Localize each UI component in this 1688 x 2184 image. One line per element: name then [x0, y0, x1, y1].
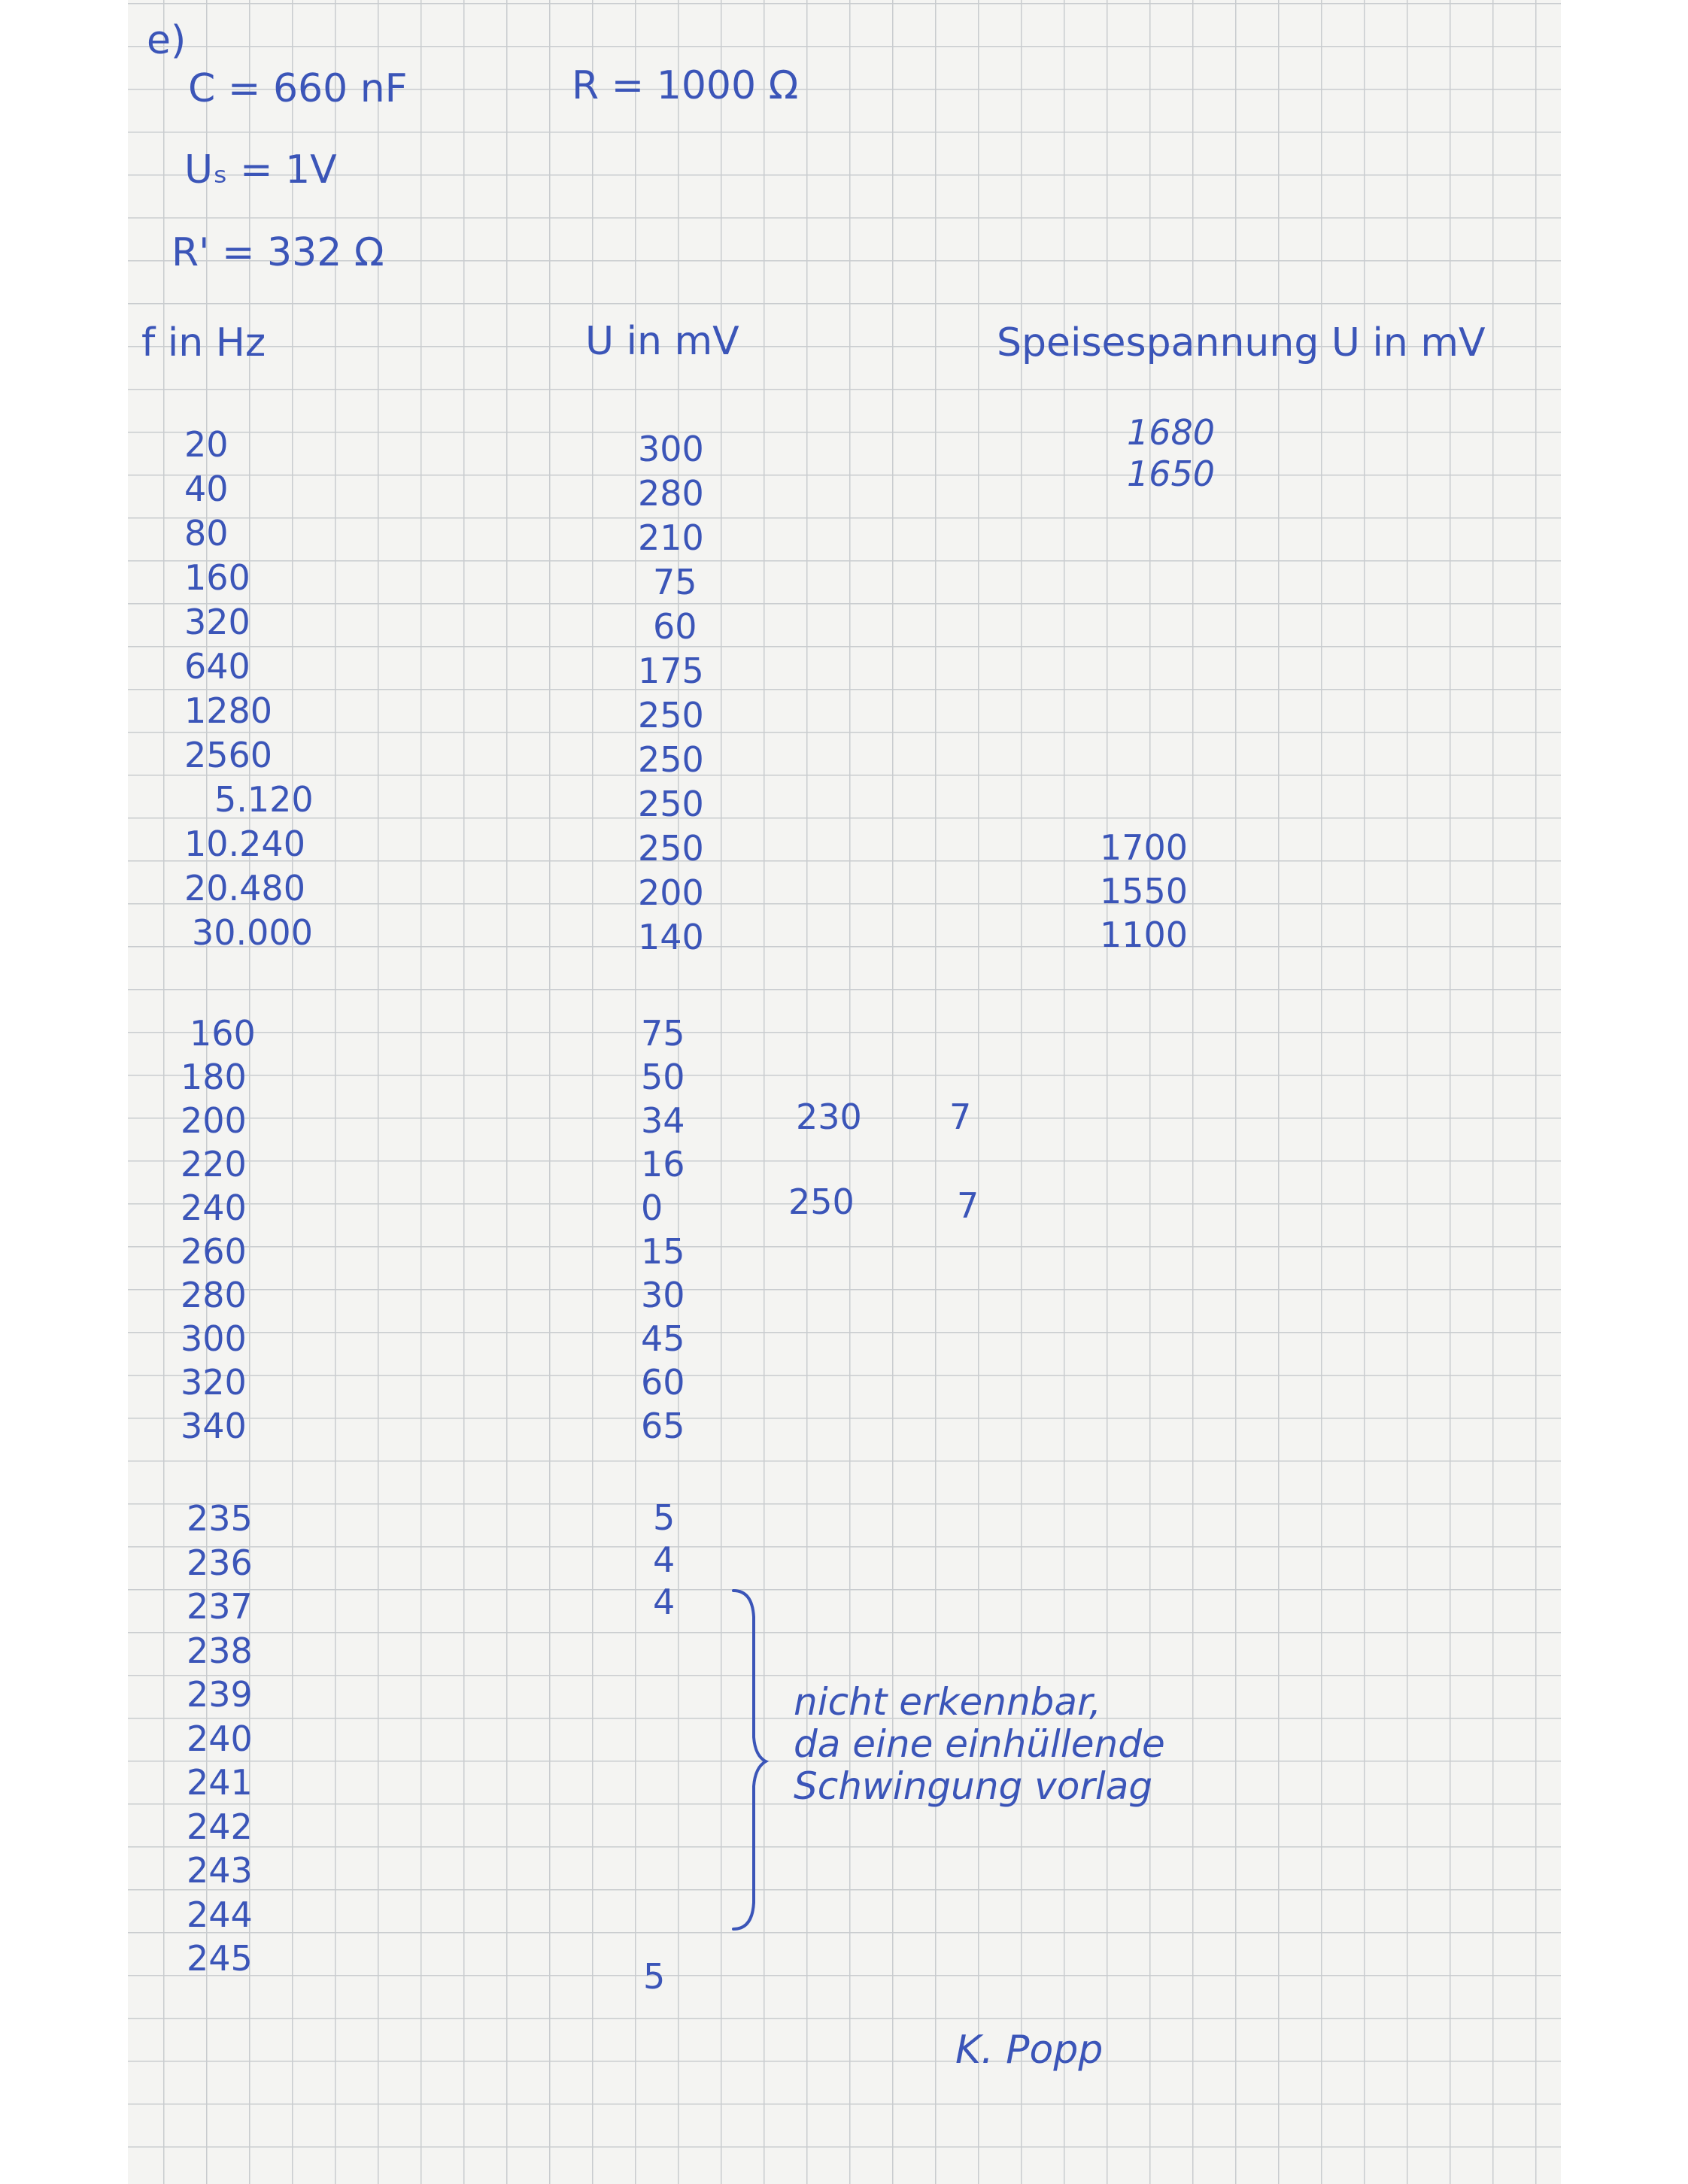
- table-cell: 60: [641, 1362, 685, 1403]
- table-cell: 238: [187, 1630, 253, 1671]
- table-cell: 60: [653, 606, 697, 647]
- table-cell: 260: [181, 1231, 247, 1272]
- table-cell: 240: [187, 1718, 253, 1759]
- table-cell: 280: [181, 1275, 247, 1315]
- table-cell: 200: [638, 872, 704, 913]
- table-cell: 5: [653, 1497, 676, 1538]
- side-note-mark: 7: [949, 1097, 972, 1137]
- table-cell: 250: [638, 784, 704, 824]
- supply-voltage-group-2: [1100, 826, 1188, 957]
- table-cell: 235: [187, 1498, 253, 1539]
- table-cell: 1700: [1100, 827, 1189, 868]
- table2-frequency-column: [181, 1012, 256, 1448]
- table-cell: 1100: [1100, 915, 1189, 955]
- table-cell: 250: [638, 695, 704, 736]
- curly-brace-icon: [730, 1587, 775, 1933]
- table-cell: 180: [181, 1057, 247, 1097]
- table-cell: 1550: [1100, 871, 1189, 912]
- supply-voltage-group-1: [1127, 412, 1215, 495]
- supply-voltage-value: Uₛ = 1V: [184, 147, 337, 193]
- table-cell: 4: [653, 1539, 676, 1580]
- table-cell: 75: [641, 1013, 685, 1054]
- table1-voltage-column: [638, 427, 704, 960]
- table-cell: 4: [653, 1582, 676, 1622]
- table-cell: 640: [184, 646, 250, 687]
- table-cell: 160: [190, 1013, 256, 1054]
- annotation-line: da eine einhüllende: [794, 1722, 1165, 1766]
- r-prime-value: R' = 332 Ω: [172, 230, 384, 275]
- side-note-mark: 7: [957, 1185, 979, 1226]
- table1-frequency-column: [184, 423, 314, 955]
- table-cell: 140: [638, 917, 704, 957]
- table-cell: 20.480: [184, 868, 305, 908]
- table-cell: 300: [638, 429, 704, 469]
- table-cell: 160: [184, 557, 250, 598]
- annotation-line: Schwingung vorlag: [794, 1764, 1153, 1808]
- table-cell: 34: [641, 1100, 685, 1141]
- table3-voltage-column: [653, 1497, 675, 1623]
- table-cell: 175: [638, 651, 704, 691]
- table-cell: 239: [187, 1674, 253, 1715]
- resistance-value: R = 1000 Ω: [572, 63, 799, 108]
- annotation-line: nicht erkennbar,: [794, 1680, 1101, 1724]
- table-cell: 320: [181, 1362, 247, 1403]
- table-cell: 242: [187, 1806, 253, 1847]
- table-cell: 210: [638, 517, 704, 558]
- table-cell: 200: [181, 1100, 247, 1141]
- table-cell: 244: [187, 1894, 253, 1935]
- table-cell: 2560: [184, 735, 273, 775]
- table-cell: 1280: [184, 690, 273, 731]
- table-cell: 15: [641, 1231, 685, 1272]
- table-cell: 1680: [1127, 412, 1216, 453]
- table-cell: 75: [653, 562, 697, 602]
- table-cell: 340: [181, 1406, 247, 1446]
- table-cell: 20: [184, 424, 229, 465]
- header-voltage: U in mV: [585, 319, 739, 364]
- table-cell: 5.120: [214, 779, 314, 820]
- table-cell: 236: [187, 1542, 253, 1583]
- table-cell: 237: [187, 1586, 253, 1627]
- table-cell: 245: [187, 1938, 253, 1979]
- table-cell: 40: [184, 469, 229, 509]
- table-cell: 16: [641, 1144, 685, 1185]
- side-note-value: 250: [788, 1181, 855, 1222]
- table-cell: 10.240: [184, 824, 305, 864]
- table-cell: 65: [641, 1406, 685, 1446]
- table-cell: 243: [187, 1850, 253, 1891]
- table-cell: 30: [641, 1275, 685, 1315]
- table-cell: 1650: [1127, 453, 1216, 494]
- side-note-value: 230: [796, 1097, 862, 1137]
- table-cell: 0: [641, 1188, 663, 1228]
- table-cell: 241: [187, 1762, 253, 1803]
- header-supply-voltage: Speisespannung U in mV: [997, 320, 1486, 366]
- capacitance-value: C = 660 nF: [188, 66, 408, 111]
- table-cell: 220: [181, 1144, 247, 1185]
- signature: K. Popp: [955, 2028, 1104, 2073]
- table3-frequency-column: [187, 1497, 253, 1981]
- table-cell: 50: [641, 1057, 685, 1097]
- brace-annotation: [794, 1681, 1165, 1807]
- table-cell: 320: [184, 602, 250, 642]
- table-cell: 250: [638, 739, 704, 780]
- table-cell: 280: [638, 473, 704, 514]
- table-cell: 240: [181, 1188, 247, 1228]
- table-cell: 300: [181, 1318, 247, 1359]
- table-cell: 30.000: [192, 912, 313, 953]
- table-cell: 80: [184, 513, 229, 554]
- table-cell: 45: [641, 1318, 685, 1359]
- header-frequency: f in Hz: [141, 320, 266, 366]
- section-label: e): [147, 18, 187, 63]
- table2-voltage-column: [641, 1012, 685, 1448]
- table-cell: 250: [638, 828, 704, 869]
- table3-voltage-last: 5: [643, 1956, 666, 1997]
